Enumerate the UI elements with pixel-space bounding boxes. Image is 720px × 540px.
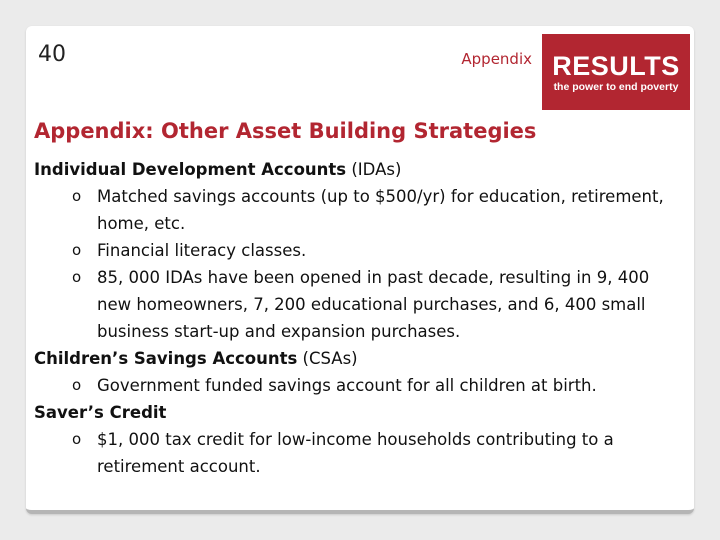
bullet-list [34,372,684,399]
logo-tagline: the power to end poverty [553,81,679,93]
list-item [34,237,684,264]
page-number: 40 [38,42,66,67]
bullet-text: Financial literacy classes. [97,241,307,260]
logo-wordmark: RESULTS [552,51,680,81]
section-idas [34,156,684,345]
heading-bold: Individual Development Accounts [34,160,347,179]
bullet-text: Government funded savings account for all children at birth. [97,376,597,395]
heading-suffix: (IDAs) [346,160,402,179]
slide [26,26,694,514]
slide-title: Appendix: Other Asset Building Strategies [34,119,537,143]
bullet-icon: o [72,187,82,205]
section-heading [34,156,684,183]
section-savers-credit [34,399,684,480]
list-item [34,372,684,399]
section-heading [34,345,684,372]
bullet-icon: o [72,268,82,286]
section-heading [34,399,684,426]
slide-content [34,156,684,480]
bullet-icon: o [72,430,82,448]
heading-bold: Saver’s Credit [34,403,167,422]
bullet-text: $1, 000 tax credit for low-income households contributing to a retirement account. [97,430,614,476]
heading-bold: Children’s Savings Accounts [34,349,298,368]
list-item [34,183,684,237]
list-item [34,426,684,480]
bullet-list [34,426,684,480]
heading-suffix: (CSAs) [297,349,358,368]
bullet-icon: o [72,241,82,259]
bullet-list [34,183,684,345]
bullet-icon: o [72,376,82,394]
section-label: Appendix [461,50,532,68]
section-csas [34,345,684,399]
results-logo [542,34,690,110]
bullet-text: 85, 000 IDAs have been opened in past decade, resulting in 9, 400 new homeowners, 7, 200 educational purchases, and 6, 400 small business start-up and expansion purchases. [97,268,650,341]
bullet-text: Matched savings accounts (up to $500/yr) for education, retirement, home, etc. [97,187,664,233]
list-item [34,264,684,345]
